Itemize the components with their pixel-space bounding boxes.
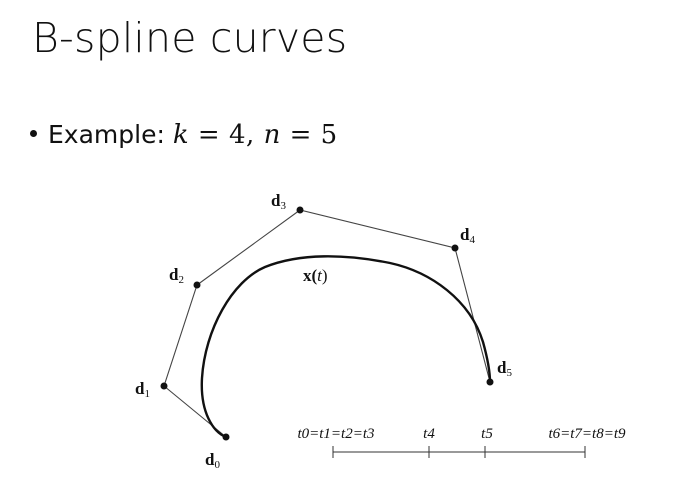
knot-label-t4: t4 [423,426,435,442]
control-point-d2 [194,282,201,289]
knot-label-t6-t9: t6=t7=t8=t9 [548,426,626,442]
label-d1: d1 [135,379,150,400]
control-point-d1 [161,383,168,390]
label-d3: d3 [271,191,286,212]
control-point-d3 [297,207,304,214]
label-d2: d2 [169,265,184,286]
curve-label: x(t) [303,266,328,285]
control-polygon [164,210,490,437]
example-label: Example: [48,120,165,149]
param-n-value: 5 [320,120,338,150]
control-point-d0 [223,434,230,441]
param-k-value: 4 [228,120,247,150]
param-k-symbol: k [172,120,190,150]
label-d4: d4 [460,225,475,246]
slide-title: B-spline curves [32,14,348,62]
label-d5: d5 [497,358,512,379]
label-d0: d0 [205,450,220,471]
knot-label-t0-t3: t0=t1=t2=t3 [297,426,375,442]
example-params: k = 4, n = 5 [172,120,338,150]
param-n-symbol: n [263,120,281,150]
knot-label-t5: t5 [481,426,493,442]
bspline-curve [202,256,490,437]
control-point-d5 [487,379,494,386]
control-point-d4 [452,245,459,252]
